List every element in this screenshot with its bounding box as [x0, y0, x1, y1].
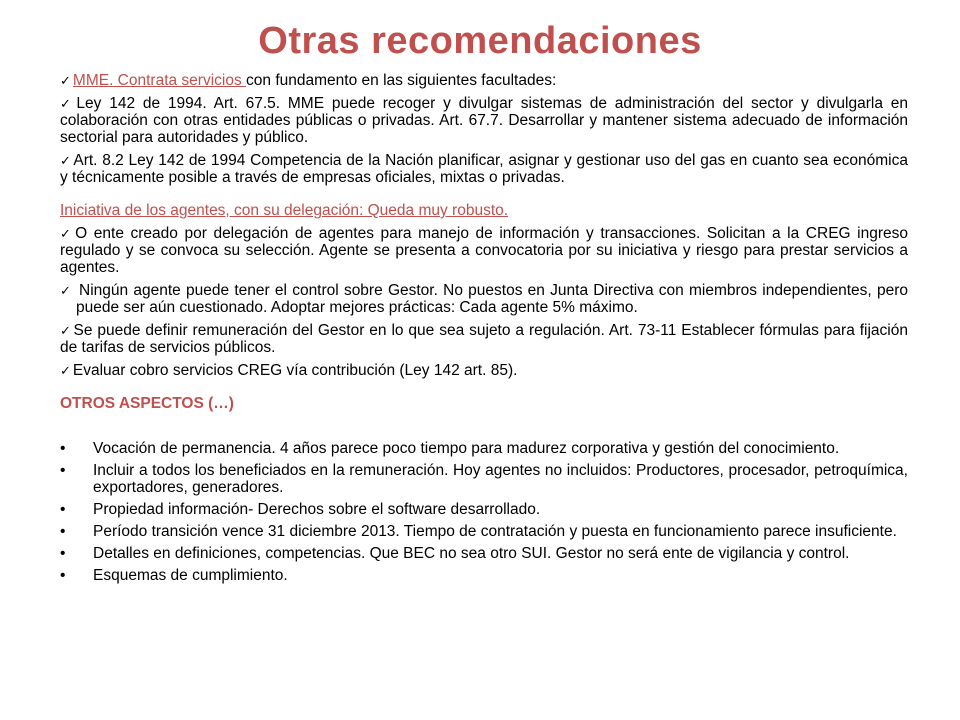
list-item-text: Período transición vence 31 diciembre 2013. Tiempo de contratación y puesta en funcionamiento parece insuficiente.: [93, 523, 897, 540]
list-item: [60, 545, 908, 562]
list-item: [60, 501, 908, 518]
list-item-text: Vocación de permanencia. 4 años parece poco tiempo para madurez corporativa y gestión del conocimiento.: [93, 440, 840, 457]
check-icon: ✓: [60, 73, 71, 88]
mme-intro-text: con fundamento en las siguientes facultades:: [246, 72, 557, 89]
list-item-text: Esquemas de cumplimiento.: [93, 567, 288, 584]
list-item: [60, 523, 908, 540]
bullet-icon: •: [60, 567, 66, 584]
bullet-icon: •: [60, 462, 66, 479]
list-item: [60, 440, 908, 457]
slide-body: [60, 72, 908, 589]
mme-intro: [60, 72, 908, 89]
check-icon: ✓: [60, 153, 72, 168]
slide-title: Otras recomendaciones: [258, 20, 702, 62]
otros-aspectos-list: [60, 440, 908, 584]
ente-item: [60, 225, 908, 276]
check-icon: ✓: [60, 323, 72, 338]
cobro-item: [60, 362, 908, 379]
cobro-text: Evaluar cobro servicios CREG vía contribución (Ley 142 art. 85).: [72, 362, 518, 379]
list-item-text: Propiedad información- Derechos sobre el software desarrollado.: [93, 501, 541, 518]
list-item-text: Detalles en definiciones, competencias. Que BEC no sea otro SUI. Gestor no será ente de vigilancia y control.: [93, 545, 850, 562]
list-item: [60, 567, 908, 584]
iniciativa-heading-link[interactable]: Iniciativa de los agentes, con su delegación: Queda muy robusto.: [60, 202, 509, 219]
art-82-text: Art. 8.2 Ley 142 de 1994 Competencia de la Nación planificar, asignar y gestionar uso del gas en cuanto sea económica y técnicamente posible a través de empresas oficiales, mixtas o privadas.: [60, 152, 908, 186]
control-text: Ningún agente puede tener el control sobre Gestor. No puestos en Junta Directiva con miembros independientes, pero puede ser aún cuestionado. Adoptar mejores prácticas: Cada agente 5% máximo.: [76, 282, 908, 316]
bullet-icon: •: [60, 501, 66, 518]
ente-text: O ente creado por delegación de agentes para manejo de información y transacciones. Solicitan a la CREG ingreso regulado y se convoca su selección. Agente se presenta a convocatoria por su iniciativa y riesgo para prestar servicios a agentes.: [60, 225, 908, 276]
control-item: [60, 282, 908, 316]
ley-142-item: [60, 95, 908, 146]
bullet-icon: •: [60, 523, 66, 540]
check-icon: ✓: [60, 226, 74, 241]
remuneracion-text: Se puede definir remuneración del Gestor en lo que sea sujeto a regulación. Art. 73-11 Establecer fórmulas para fijación de tarifas de servicios públicos.: [60, 322, 908, 356]
remuneracion-item: [60, 322, 908, 356]
art-82-item: [60, 152, 908, 186]
list-item: [60, 462, 908, 496]
check-icon: ✓: [60, 283, 72, 298]
mme-link[interactable]: MME. Contrata servicios: [72, 72, 247, 89]
ley-142-text: Ley 142 de 1994. Art. 67.5. MME puede recoger y divulgar sistemas de administración del sector y divulgarla en colaboración con otras entidades públicas o privadas. Art. 67.7. Desarrollar y mantener sistema adecuado de información sectorial para autoridades y público.: [60, 95, 908, 146]
otros-aspectos-heading: OTROS ASPECTOS (…): [60, 395, 234, 412]
check-icon: ✓: [60, 363, 71, 378]
bullet-icon: •: [60, 545, 66, 562]
check-icon: ✓: [60, 96, 75, 111]
list-item-text: Incluir a todos los beneficiados en la remuneración. Hoy agentes no incluidos: Productores, procesador, petroquímica, exportadores, generadores.: [93, 462, 908, 496]
bullet-icon: •: [60, 440, 66, 457]
